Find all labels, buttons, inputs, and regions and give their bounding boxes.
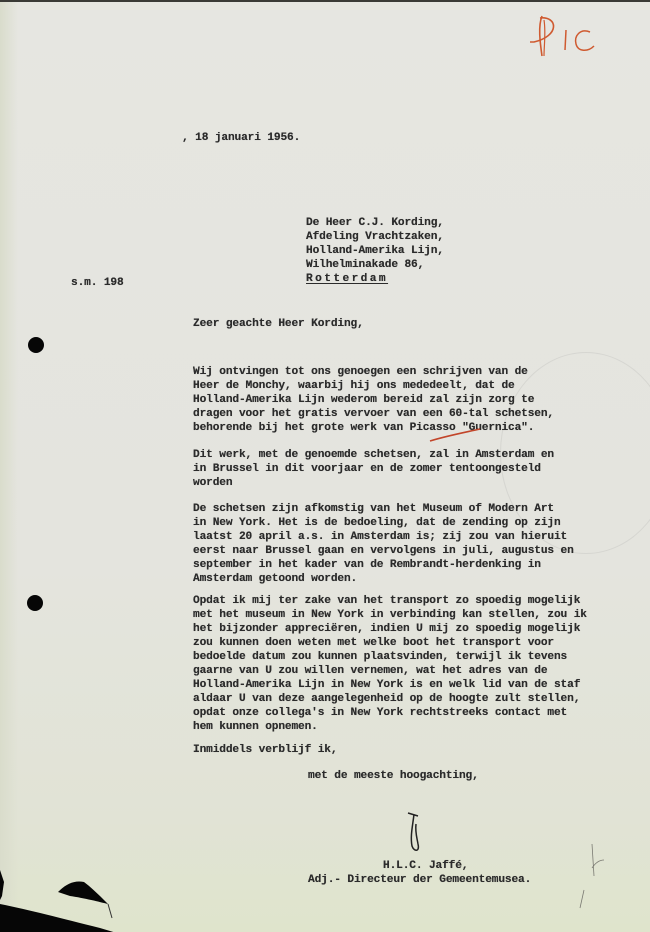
signatory-name: H.L.C. Jaffé, [383,860,469,872]
body-line: Dit werk, met de genoemde schetsen, zal in Amsterdam en [193,449,554,461]
body-line: met het museum in New York in verbinding kan stellen, zou ik [193,609,587,621]
address-line: Afdeling Vrachtzaken, [306,231,444,243]
punch-hole [28,337,44,353]
body-line: zou kunnen doen weten met welke boot het transport voor [193,637,554,649]
body-line: worden [193,477,233,489]
body-line: aldaar U van deze aangelegenheid op de hoogte zult stellen, [193,693,581,705]
body-line: in New York. Het is de bedoeling, dat de zending op zijn [193,517,561,529]
body-line: gaarne van U zou willen vernemen, wat het adres van de [193,665,548,677]
pencil-mark-icon [570,840,610,910]
body-line: Amsterdam getoond worden. [193,573,358,585]
body-line: hem kunnen opnemen. [193,721,318,733]
body-line: in Brussel in dit voorjaar en de zomer tentoongesteld [193,463,541,475]
handwritten-pic-mark-icon [528,12,608,62]
signature-icon [402,810,428,854]
address-line: Wilhelminakade 86, [306,259,425,271]
body-line: september in het kader van de Rembrandt-herdenking in [193,559,541,571]
reference-number: s.m. 198 [71,277,124,289]
body-line: laatst 20 april a.s. in Amsterdam is; zij zou van hieruit [193,531,568,543]
body-line: dragen voor het gratis vervoer van een 60-tal schetsen, [193,408,554,420]
body-line: bedoelde datum zou kunnen plaatsvinden, terwijl ik tevens [193,651,568,663]
body-line: opdat onze collega's in New York rechtstreeks contact met [193,707,568,719]
body-line: Opdat ik mij ter zake van het transport zo spoedig mogelijk [193,595,581,607]
body-line: De schetsen zijn afkomstig van het Museum of Modern Art [193,503,554,515]
red-underline-mark-icon [428,426,484,444]
letter-date: , 18 januari 1956. [182,132,301,144]
body-line: Holland-Amerika Lijn in New York is en welk lid van de staf [193,679,581,691]
address-city: Rotterdam [306,273,389,285]
body-line: Heer de Monchy, waarbij hij ons mededeelt, dat de [193,380,515,392]
closing-line: Inmiddels verblijf ik, [193,744,338,756]
torn-corner [0,870,140,932]
punch-hole [27,595,43,611]
closing-greeting: met de meeste hoogachting, [308,770,479,782]
signatory-title: Adj.- Directeur der Gemeentemusea. [308,874,532,886]
letter-page [0,2,650,932]
address-line: Holland-Amerika Lijn, [306,245,444,257]
address-line: De Heer C.J. Kording, [306,217,444,229]
body-line: behorende bij het grote werk van Picasso "Guernica". [193,422,535,434]
salutation: Zeer geachte Heer Kording, [193,318,364,330]
body-line: eerst naar Brussel gaan en vervolgens in juli, augustus en [193,545,574,557]
body-line: het bijzonder appreciëren, indien U mij zo spoedig mogelijk [193,623,581,635]
body-line: Wij ontvingen tot ons genoegen een schrijven van de [193,366,528,378]
body-line: Holland-Amerika Lijn wederom bereid zal zijn zorg te [193,394,535,406]
